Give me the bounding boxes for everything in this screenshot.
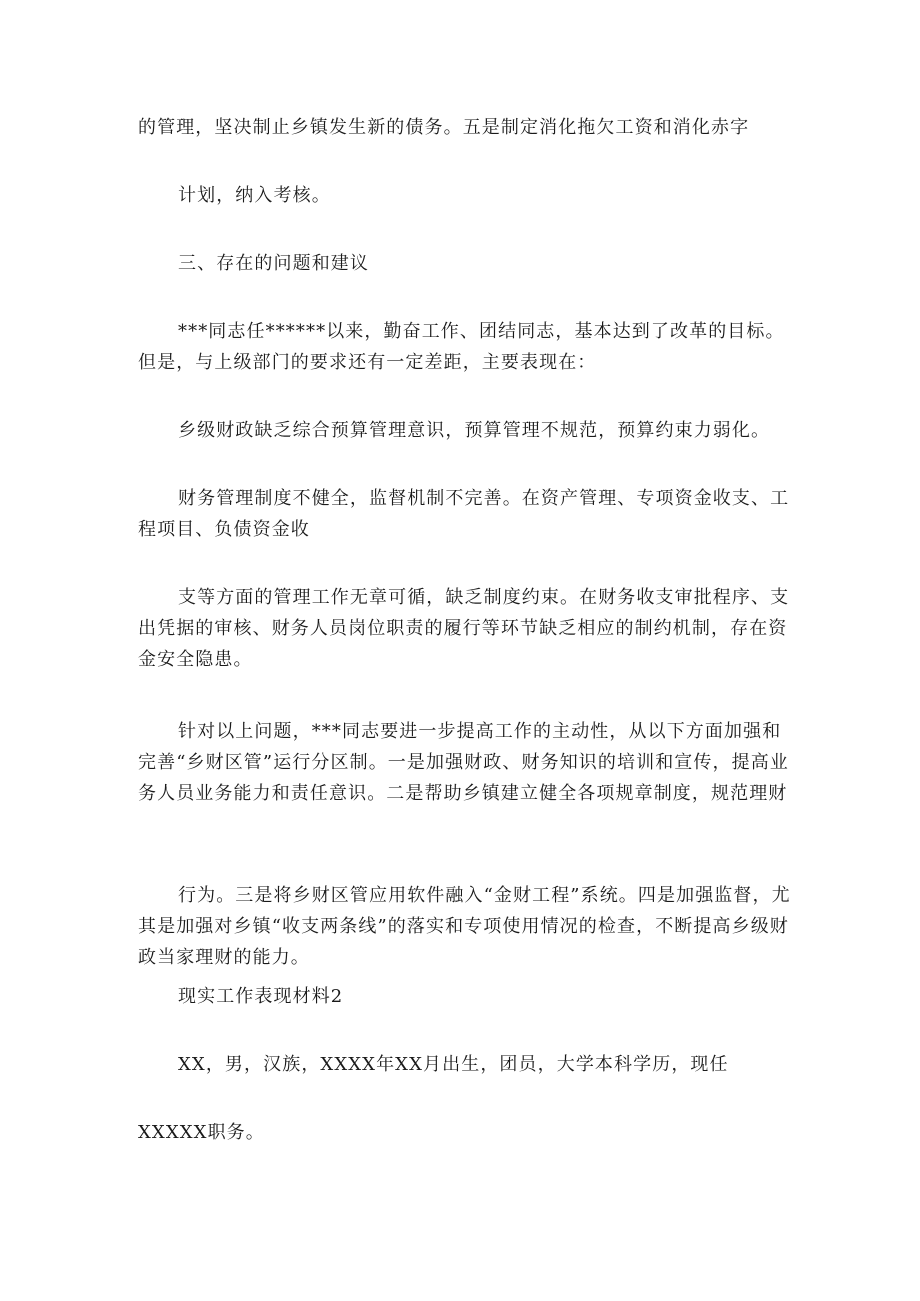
subtitle: 现实工作表现材料2 (178, 986, 344, 1007)
paragraph-8: 行为。三是将乡财区管应用软件融入“金财工程”系统。四是加强监督，尤其是加强对乡镇“收支两条线”的落实和专项使用情况的检查，不断提高乡级财政当家理财的能力。 (138, 885, 791, 968)
section-heading: 三、存在的问题和建议 (178, 253, 369, 274)
paragraph-2: 计划，纳入考核。 (178, 185, 331, 206)
paragraph-5: 财务管理制度不健全，监督机制不完善。在资产管理、专项资金收支、工程项目、负债资金收 (138, 488, 790, 540)
paragraph-6: 支等方面的管理工作无章可循，缺乏制度约束。在财务收支审批程序、支出凭据的审核、财务人员岗位职责的履行等环节缺乏相应的制约机制，存在资金安全隐患。 (138, 587, 790, 670)
paragraph-10: XXXXX职务。 (138, 1122, 265, 1143)
paragraph-7: 针对以上问题，***同志要进一步提高工作的主动性，从以下方面加强和完善“乡财区管”运行分区制。一是加强财政、财务知识的培训和宣传，提高业务人员业务能力和责任意识。二是帮助乡镇建立健全各项规章制度，规范理财 (138, 721, 789, 804)
paragraph-1: 的管理，坚决制止乡镇发生新的债务。五是制定消化拖欠工资和消化赤字 (138, 117, 750, 138)
paragraph-4: 乡级财政缺乏综合预算管理意识，预算管理不规范，预算约束力弱化。 (178, 420, 771, 441)
paragraph-3: ***同志任******以来，勤奋工作、团结同志，基本达到了改革的目标。但是，与上级部门的要求还有一定差距，主要表现在： (138, 321, 785, 373)
paragraph-9: XX，男，汉族，XXXX年XX月出生，团员，大学本科学历，现任 (178, 1054, 729, 1075)
